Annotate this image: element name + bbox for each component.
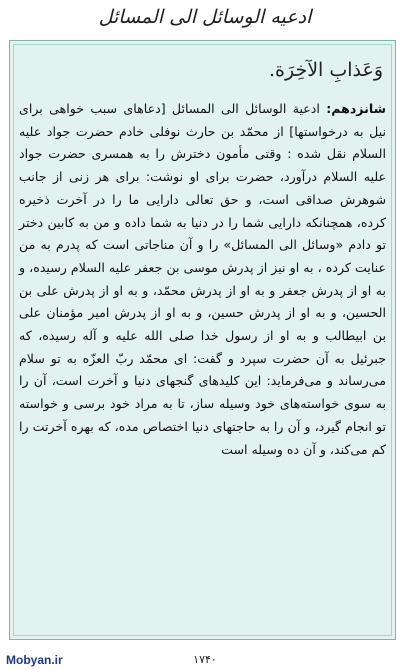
site-watermark: Mobyan.ir: [6, 653, 63, 667]
body-text: ادعیة الوسائل الی المسائل [دعاهای سبب خواهی برای نیل به درخواستها] از محمّد بن حارث نوفلی خادم حضرت جواد علیه السلام نقل شده : وقتی مأمون دخترش را به همسری حضرت جواد علیه السلام درآورد، حضرت برای او نوشت: برای هر زنی از جانب شوهرش صداقی است، و حق تعالی دارایی ما را در آخرت ذخیره کرده، همچنانکه دارایی شما را در دنیا به شما داده و من به کابین دختر تو دادم «وسائل الی المسائل» را و آن مناجاتی است که پدرم به من عنایت کرده ، به او نیز از پدرش موسی بن جعفر علیه السلام رسیده، و به او از پدرش جعفر و به او از پدرش محمّد، و به او از پدرش علی بن الحسین، و به او از پدرش حسین، و به او از پدرش امیر مؤمنان علی بن ابیطالب و به او از رسول خدا صلی الله علیه و آله رسیده، که جبرئیل به آن حضرت سپرد و گفت: ای محمّد ربّ العزّه به تو سلام می‌رساند و می‌فرماید: این کلیدهای گنجهای دنیا و آخرت است، آن را به سوی خواسته‌های خود وسیله ساز، تا به مراد خود برسی و خواسته تو انجام گیرد، و آن را به حاجتهای دنیا اختصاص مده، که بهره آخرتت را کم می‌کند، و آن ده وسیله است: [19, 101, 386, 457]
verse-line: وَعَذابِ الآخِرَة.: [268, 59, 383, 81]
page-header-title: ادعیه الوسائل الی المسائل: [98, 6, 312, 28]
section-lead: شانزدهم:: [326, 101, 386, 116]
body-paragraph: [19, 98, 386, 461]
page-number: ۱۷۴۰: [193, 653, 217, 666]
content-frame: [9, 40, 396, 640]
